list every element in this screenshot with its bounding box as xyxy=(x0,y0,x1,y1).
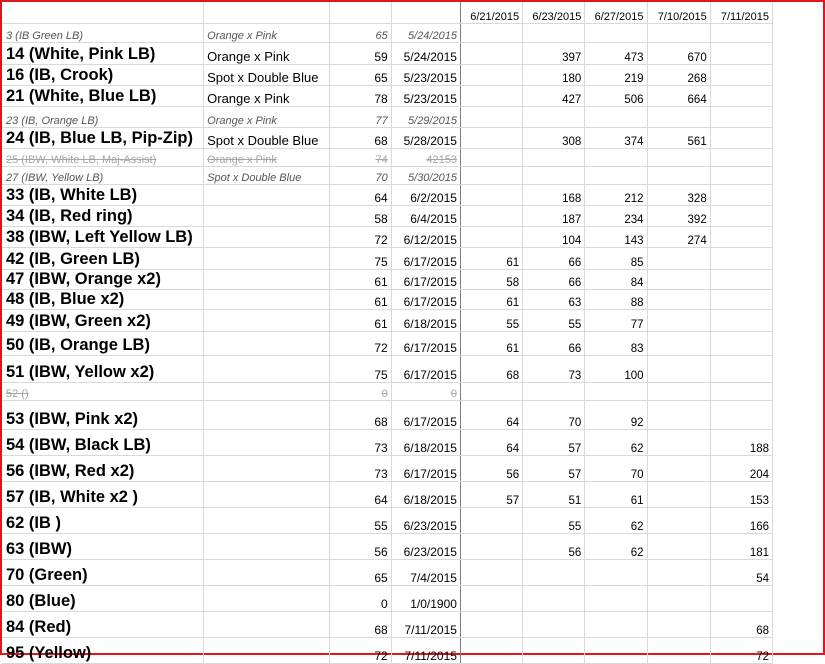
name-cell[interactable]: 38 (IBW, Left Yellow LB) xyxy=(2,226,204,247)
value-cell[interactable] xyxy=(460,226,522,247)
cross-cell[interactable] xyxy=(204,559,329,585)
value-cell[interactable] xyxy=(647,309,710,331)
date-cell[interactable]: 6/2/2015 xyxy=(391,184,460,205)
table-row xyxy=(2,355,773,382)
value-cell[interactable] xyxy=(460,127,522,148)
value-cell[interactable]: 57 xyxy=(523,429,585,455)
date-cell[interactable]: 6/17/2015 xyxy=(391,331,460,355)
value-cell[interactable]: 66 xyxy=(523,331,585,355)
value-cell[interactable] xyxy=(460,148,522,166)
date-cell[interactable]: 6/17/2015 xyxy=(391,269,460,289)
name-cell[interactable]: 50 (IB, Orange LB) xyxy=(2,331,204,355)
number-cell[interactable]: 58 xyxy=(329,205,391,226)
name-cell[interactable]: 14 (White, Pink LB) xyxy=(2,42,204,64)
value-cell[interactable]: 77 xyxy=(585,309,647,331)
value-cell[interactable] xyxy=(710,585,772,611)
value-cell[interactable]: 61 xyxy=(585,481,647,507)
name-cell[interactable]: 56 (IBW, Red x2) xyxy=(2,455,204,481)
value-cell[interactable]: 100 xyxy=(585,355,647,382)
date-cell[interactable]: 6/23/2015 xyxy=(391,507,460,533)
value-cell[interactable] xyxy=(647,355,710,382)
table-row xyxy=(2,23,773,42)
name-cell[interactable]: 23 (IB, Orange LB) xyxy=(2,106,204,127)
value-cell[interactable]: 506 xyxy=(585,85,647,106)
table-row xyxy=(2,247,773,269)
number-cell[interactable]: 61 xyxy=(329,309,391,331)
number-cell[interactable]: 73 xyxy=(329,429,391,455)
value-cell[interactable]: 64 xyxy=(460,429,522,455)
value-cell[interactable]: 55 xyxy=(523,507,585,533)
value-cell[interactable]: 153 xyxy=(710,481,772,507)
name-cell[interactable]: 51 (IBW, Yellow x2) xyxy=(2,355,204,382)
name-cell[interactable]: 27 (IBW, Yellow LB) xyxy=(2,166,204,184)
cross-cell[interactable] xyxy=(204,400,329,429)
number-cell[interactable]: 55 xyxy=(329,507,391,533)
value-cell[interactable]: 68 xyxy=(460,355,522,382)
name-cell[interactable]: 21 (White, Blue LB) xyxy=(2,85,204,106)
value-cell[interactable]: 219 xyxy=(585,64,647,85)
value-cell[interactable]: 670 xyxy=(647,42,710,64)
number-cell[interactable]: 61 xyxy=(329,289,391,309)
value-cell[interactable] xyxy=(460,637,522,663)
name-cell[interactable]: 84 (Red) xyxy=(2,611,204,637)
cross-cell[interactable]: Orange x Pink xyxy=(204,106,329,127)
cross-cell[interactable]: Orange x Pink xyxy=(204,85,329,106)
value-cell[interactable]: 56 xyxy=(460,455,522,481)
table-row xyxy=(2,400,773,429)
value-cell[interactable] xyxy=(523,559,585,585)
value-cell[interactable] xyxy=(710,23,772,42)
table-row xyxy=(2,382,773,400)
cross-cell[interactable] xyxy=(204,226,329,247)
date-header-cell[interactable]: 6/23/2015 xyxy=(523,2,585,23)
value-cell[interactable]: 268 xyxy=(647,64,710,85)
name-cell[interactable]: 3 (IB Green LB) xyxy=(2,23,204,42)
date-cell[interactable]: 7/11/2015 xyxy=(391,611,460,637)
table-row xyxy=(2,585,773,611)
value-cell[interactable]: 188 xyxy=(710,429,772,455)
value-cell[interactable]: 328 xyxy=(647,184,710,205)
table-row xyxy=(2,106,773,127)
value-cell[interactable]: 88 xyxy=(585,289,647,309)
number-cell[interactable]: 64 xyxy=(329,184,391,205)
name-cell[interactable]: 42 (IB, Green LB) xyxy=(2,247,204,269)
cross-cell[interactable] xyxy=(204,289,329,309)
value-cell[interactable] xyxy=(585,559,647,585)
value-cell[interactable] xyxy=(647,166,710,184)
value-cell[interactable] xyxy=(647,455,710,481)
value-cell[interactable]: 92 xyxy=(585,400,647,429)
cross-cell[interactable] xyxy=(204,585,329,611)
name-cell[interactable]: 80 (Blue) xyxy=(2,585,204,611)
value-cell[interactable] xyxy=(647,585,710,611)
date-cell[interactable]: 5/24/2015 xyxy=(391,23,460,42)
table-row xyxy=(2,64,773,85)
value-cell[interactable] xyxy=(647,331,710,355)
value-cell[interactable] xyxy=(523,637,585,663)
value-cell[interactable] xyxy=(523,611,585,637)
value-cell[interactable]: 56 xyxy=(523,533,585,559)
table-row xyxy=(2,269,773,289)
value-cell[interactable]: 63 xyxy=(523,289,585,309)
header-cell[interactable] xyxy=(329,2,391,23)
value-cell[interactable] xyxy=(460,85,522,106)
number-cell[interactable]: 75 xyxy=(329,247,391,269)
name-cell[interactable]: 25 (IBW, White LB, Maj-Assist) xyxy=(2,148,204,166)
number-cell[interactable]: 65 xyxy=(329,23,391,42)
cross-cell[interactable] xyxy=(204,269,329,289)
value-cell[interactable]: 374 xyxy=(585,127,647,148)
value-cell[interactable]: 397 xyxy=(523,42,585,64)
cross-cell[interactable]: Spot x Double Blue xyxy=(204,166,329,184)
name-cell[interactable]: 62 (IB ) xyxy=(2,507,204,533)
cross-cell[interactable] xyxy=(204,205,329,226)
value-cell[interactable] xyxy=(523,23,585,42)
value-cell[interactable]: 561 xyxy=(647,127,710,148)
cross-cell[interactable] xyxy=(204,533,329,559)
date-cell[interactable]: 5/29/2015 xyxy=(391,106,460,127)
date-cell[interactable]: 6/4/2015 xyxy=(391,205,460,226)
value-cell[interactable] xyxy=(647,611,710,637)
date-cell[interactable]: 5/24/2015 xyxy=(391,42,460,64)
date-cell[interactable]: 6/17/2015 xyxy=(391,400,460,429)
value-cell[interactable] xyxy=(710,166,772,184)
header-cell[interactable] xyxy=(2,2,204,23)
cross-cell[interactable] xyxy=(204,507,329,533)
table-row xyxy=(2,148,773,166)
number-cell[interactable]: 0 xyxy=(329,585,391,611)
value-cell[interactable]: 72 xyxy=(710,637,772,663)
date-cell[interactable]: 7/11/2015 xyxy=(391,637,460,663)
value-cell[interactable]: 61 xyxy=(460,247,522,269)
table-row xyxy=(2,85,773,106)
value-cell[interactable] xyxy=(460,64,522,85)
date-cell[interactable]: 6/18/2015 xyxy=(391,429,460,455)
cross-cell[interactable] xyxy=(204,309,329,331)
value-cell[interactable] xyxy=(647,481,710,507)
value-cell[interactable] xyxy=(710,400,772,429)
number-cell[interactable]: 65 xyxy=(329,559,391,585)
value-cell[interactable]: 85 xyxy=(585,247,647,269)
value-cell[interactable] xyxy=(647,106,710,127)
value-cell[interactable] xyxy=(460,106,522,127)
value-cell[interactable] xyxy=(647,507,710,533)
cross-cell[interactable]: Orange x Pink xyxy=(204,148,329,166)
value-cell[interactable] xyxy=(460,507,522,533)
value-cell[interactable] xyxy=(523,148,585,166)
value-cell[interactable]: 427 xyxy=(523,85,585,106)
number-cell[interactable]: 72 xyxy=(329,226,391,247)
value-cell[interactable] xyxy=(647,148,710,166)
value-cell[interactable] xyxy=(585,382,647,400)
value-cell[interactable] xyxy=(710,64,772,85)
cross-cell[interactable] xyxy=(204,184,329,205)
name-cell[interactable]: 49 (IBW, Green x2) xyxy=(2,309,204,331)
header-cell[interactable] xyxy=(204,2,329,23)
value-cell[interactable]: 166 xyxy=(710,507,772,533)
value-cell[interactable]: 168 xyxy=(523,184,585,205)
value-cell[interactable] xyxy=(460,184,522,205)
value-cell[interactable]: 84 xyxy=(585,269,647,289)
name-cell[interactable]: 63 (IBW) xyxy=(2,533,204,559)
value-cell[interactable] xyxy=(647,247,710,269)
value-cell[interactable]: 234 xyxy=(585,205,647,226)
cross-cell[interactable]: Orange x Pink xyxy=(204,23,329,42)
date-cell[interactable]: 0 xyxy=(391,382,460,400)
value-cell[interactable]: 57 xyxy=(460,481,522,507)
value-cell[interactable]: 66 xyxy=(523,269,585,289)
value-cell[interactable] xyxy=(585,166,647,184)
value-cell[interactable]: 181 xyxy=(710,533,772,559)
date-cell[interactable]: 5/30/2015 xyxy=(391,166,460,184)
value-cell[interactable] xyxy=(710,85,772,106)
value-cell[interactable]: 473 xyxy=(585,42,647,64)
value-cell[interactable] xyxy=(647,559,710,585)
number-cell[interactable]: 74 xyxy=(329,148,391,166)
value-cell[interactable]: 274 xyxy=(647,226,710,247)
value-cell[interactable] xyxy=(585,148,647,166)
number-cell[interactable]: 0 xyxy=(329,382,391,400)
date-cell[interactable]: 6/17/2015 xyxy=(391,247,460,269)
name-cell[interactable]: 53 (IBW, Pink x2) xyxy=(2,400,204,429)
cross-cell[interactable] xyxy=(204,611,329,637)
value-cell[interactable] xyxy=(647,400,710,429)
value-cell[interactable] xyxy=(585,23,647,42)
table-row xyxy=(2,533,773,559)
number-cell[interactable]: 73 xyxy=(329,455,391,481)
value-cell[interactable]: 51 xyxy=(523,481,585,507)
date-cell[interactable]: 6/18/2015 xyxy=(391,481,460,507)
cross-cell[interactable] xyxy=(204,637,329,663)
value-cell[interactable]: 104 xyxy=(523,226,585,247)
name-cell[interactable]: 54 (IBW, Black LB) xyxy=(2,429,204,455)
value-cell[interactable]: 55 xyxy=(523,309,585,331)
date-header-cell[interactable]: 6/21/2015 xyxy=(460,2,522,23)
number-cell[interactable]: 64 xyxy=(329,481,391,507)
cross-cell[interactable] xyxy=(204,382,329,400)
value-cell[interactable]: 58 xyxy=(460,269,522,289)
table-row xyxy=(2,166,773,184)
cross-cell[interactable]: Spot x Double Blue xyxy=(204,64,329,85)
value-cell[interactable] xyxy=(523,166,585,184)
cross-cell[interactable] xyxy=(204,429,329,455)
value-cell[interactable] xyxy=(710,382,772,400)
name-cell[interactable]: 57 (IB, White x2 ) xyxy=(2,481,204,507)
value-cell[interactable]: 66 xyxy=(523,247,585,269)
value-cell[interactable] xyxy=(710,148,772,166)
header-row xyxy=(2,2,773,23)
value-cell[interactable]: 73 xyxy=(523,355,585,382)
name-cell[interactable]: 33 (IB, White LB) xyxy=(2,184,204,205)
value-cell[interactable] xyxy=(585,106,647,127)
number-cell[interactable]: 65 xyxy=(329,64,391,85)
number-cell[interactable]: 72 xyxy=(329,637,391,663)
date-cell[interactable]: 6/17/2015 xyxy=(391,289,460,309)
table-row xyxy=(2,331,773,355)
value-cell[interactable]: 62 xyxy=(585,533,647,559)
value-cell[interactable] xyxy=(585,637,647,663)
header-cell[interactable] xyxy=(391,2,460,23)
value-cell[interactable] xyxy=(460,533,522,559)
value-cell[interactable] xyxy=(710,127,772,148)
table-row xyxy=(2,611,773,637)
value-cell[interactable] xyxy=(710,269,772,289)
value-cell[interactable]: 55 xyxy=(460,309,522,331)
value-cell[interactable]: 308 xyxy=(523,127,585,148)
value-cell[interactable]: 143 xyxy=(585,226,647,247)
number-cell[interactable]: 56 xyxy=(329,533,391,559)
value-cell[interactable] xyxy=(647,382,710,400)
date-cell[interactable]: 6/12/2015 xyxy=(391,226,460,247)
date-cell[interactable]: 5/28/2015 xyxy=(391,127,460,148)
table-row xyxy=(2,289,773,309)
value-cell[interactable]: 57 xyxy=(523,455,585,481)
value-cell[interactable] xyxy=(460,585,522,611)
value-cell[interactable] xyxy=(710,289,772,309)
date-header-cell[interactable]: 7/11/2015 xyxy=(710,2,772,23)
value-cell[interactable] xyxy=(460,611,522,637)
table-row xyxy=(2,205,773,226)
value-cell[interactable]: 83 xyxy=(585,331,647,355)
value-cell[interactable]: 180 xyxy=(523,64,585,85)
value-cell[interactable] xyxy=(710,106,772,127)
value-cell[interactable]: 62 xyxy=(585,429,647,455)
value-cell[interactable] xyxy=(710,205,772,226)
value-cell[interactable]: 54 xyxy=(710,559,772,585)
value-cell[interactable]: 62 xyxy=(585,507,647,533)
number-cell[interactable]: 59 xyxy=(329,42,391,64)
cross-cell[interactable] xyxy=(204,247,329,269)
date-cell[interactable]: 6/17/2015 xyxy=(391,455,460,481)
name-cell[interactable]: 48 (IB, Blue x2) xyxy=(2,289,204,309)
date-cell[interactable]: 1/0/1900 xyxy=(391,585,460,611)
date-cell[interactable]: 6/23/2015 xyxy=(391,533,460,559)
name-cell[interactable]: 95 (Yellow) xyxy=(2,637,204,663)
value-cell[interactable] xyxy=(647,533,710,559)
value-cell[interactable] xyxy=(460,382,522,400)
value-cell[interactable] xyxy=(523,585,585,611)
date-header-cell[interactable]: 6/27/2015 xyxy=(585,2,647,23)
table-row xyxy=(2,42,773,64)
value-cell[interactable]: 61 xyxy=(460,289,522,309)
number-cell[interactable]: 68 xyxy=(329,127,391,148)
date-cell[interactable]: 7/4/2015 xyxy=(391,559,460,585)
value-cell[interactable] xyxy=(710,226,772,247)
value-cell[interactable] xyxy=(710,247,772,269)
value-cell[interactable]: 64 xyxy=(460,400,522,429)
date-cell[interactable]: 6/18/2015 xyxy=(391,309,460,331)
number-cell[interactable]: 78 xyxy=(329,85,391,106)
value-cell[interactable] xyxy=(460,559,522,585)
value-cell[interactable]: 70 xyxy=(585,455,647,481)
cross-cell[interactable]: Orange x Pink xyxy=(204,42,329,64)
number-cell[interactable]: 68 xyxy=(329,400,391,429)
value-cell[interactable] xyxy=(710,184,772,205)
table-row xyxy=(2,429,773,455)
value-cell[interactable]: 212 xyxy=(585,184,647,205)
name-cell[interactable]: 70 (Green) xyxy=(2,559,204,585)
table-row xyxy=(2,226,773,247)
table-row xyxy=(2,481,773,507)
value-cell[interactable] xyxy=(647,289,710,309)
name-cell[interactable]: 47 (IBW, Orange x2) xyxy=(2,269,204,289)
cross-cell[interactable] xyxy=(204,355,329,382)
value-cell[interactable] xyxy=(710,355,772,382)
table-row xyxy=(2,637,773,663)
value-cell[interactable]: 204 xyxy=(710,455,772,481)
cross-cell[interactable] xyxy=(204,455,329,481)
number-cell[interactable]: 68 xyxy=(329,611,391,637)
number-cell[interactable]: 61 xyxy=(329,269,391,289)
value-cell[interactable]: 187 xyxy=(523,205,585,226)
value-cell[interactable]: 392 xyxy=(647,205,710,226)
number-cell[interactable]: 77 xyxy=(329,106,391,127)
value-cell[interactable] xyxy=(460,205,522,226)
name-cell[interactable]: 16 (IB, Crook) xyxy=(2,64,204,85)
cross-cell[interactable]: Spot x Double Blue xyxy=(204,127,329,148)
name-cell[interactable]: 34 (IB, Red ring) xyxy=(2,205,204,226)
table-row xyxy=(2,559,773,585)
value-cell[interactable] xyxy=(647,23,710,42)
name-cell[interactable]: 52 () xyxy=(2,382,204,400)
number-cell[interactable]: 75 xyxy=(329,355,391,382)
table-row xyxy=(2,455,773,481)
table-row xyxy=(2,507,773,533)
value-cell[interactable] xyxy=(647,269,710,289)
number-cell[interactable]: 72 xyxy=(329,331,391,355)
table-row xyxy=(2,127,773,148)
value-cell[interactable] xyxy=(523,382,585,400)
table-row xyxy=(2,184,773,205)
cross-cell[interactable] xyxy=(204,481,329,507)
value-cell[interactable] xyxy=(647,637,710,663)
value-cell[interactable] xyxy=(460,166,522,184)
value-cell[interactable] xyxy=(585,585,647,611)
value-cell[interactable] xyxy=(710,42,772,64)
date-cell[interactable]: 5/23/2015 xyxy=(391,64,460,85)
table-row xyxy=(2,309,773,331)
value-cell[interactable] xyxy=(647,429,710,455)
cross-cell[interactable] xyxy=(204,331,329,355)
value-cell[interactable] xyxy=(460,23,522,42)
value-cell[interactable]: 68 xyxy=(710,611,772,637)
name-cell[interactable]: 24 (IB, Blue LB, Pip-Zip) xyxy=(2,127,204,148)
spreadsheet-table xyxy=(2,2,773,664)
date-cell[interactable]: 6/17/2015 xyxy=(391,355,460,382)
value-cell[interactable] xyxy=(585,611,647,637)
value-cell[interactable]: 70 xyxy=(523,400,585,429)
value-cell[interactable] xyxy=(710,331,772,355)
date-cell[interactable]: 42153 xyxy=(391,148,460,166)
value-cell[interactable] xyxy=(523,106,585,127)
date-cell[interactable]: 5/23/2015 xyxy=(391,85,460,106)
value-cell[interactable] xyxy=(710,309,772,331)
value-cell[interactable] xyxy=(460,42,522,64)
value-cell[interactable]: 61 xyxy=(460,331,522,355)
number-cell[interactable]: 70 xyxy=(329,166,391,184)
value-cell[interactable]: 664 xyxy=(647,85,710,106)
date-header-cell[interactable]: 7/10/2015 xyxy=(647,2,710,23)
